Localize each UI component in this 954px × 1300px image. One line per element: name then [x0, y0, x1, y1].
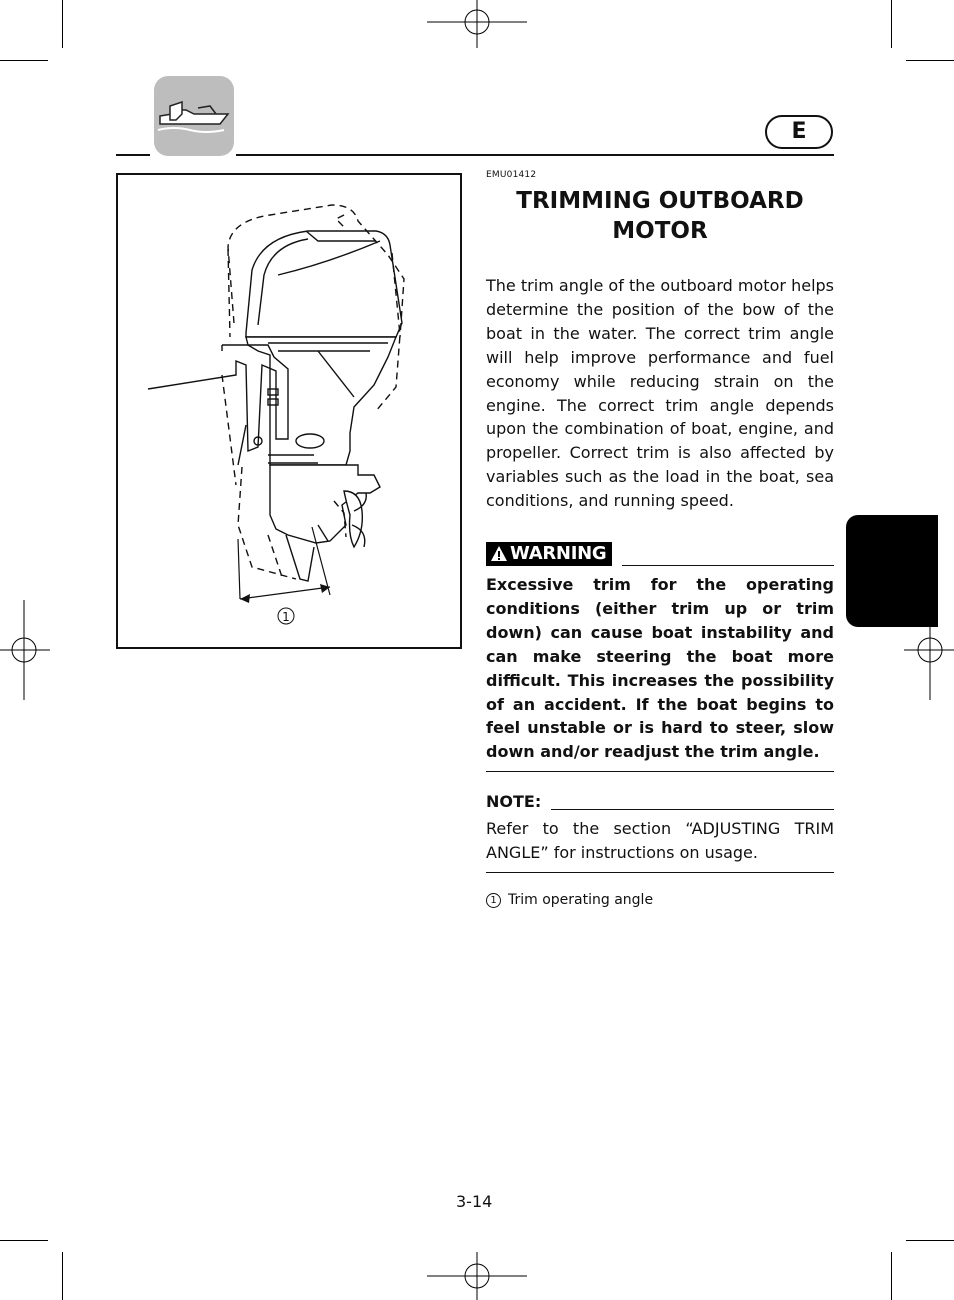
crop-mark: [891, 1252, 892, 1300]
legend-text: Trim operating angle: [508, 892, 654, 908]
registration-mark: [427, 0, 527, 50]
language-badge: E: [765, 115, 833, 149]
section-icon-tab: [154, 76, 234, 156]
registration-mark: [427, 1252, 527, 1300]
legend-number: 1: [486, 893, 501, 908]
outboard-motor-illustration: [118, 175, 460, 647]
crop-mark: [0, 60, 48, 61]
section-title: TRIMMING OUTBOARD MOTOR: [516, 188, 804, 244]
crop-mark: [62, 1252, 63, 1300]
note-label: NOTE:: [486, 792, 542, 811]
chapter-tab: [846, 515, 938, 627]
boat-icon: [154, 76, 234, 156]
crop-mark: [62, 0, 63, 48]
note-text: Refer to the section “ADJUSTING TRIM ANGLE” for instructions on usage.: [486, 819, 834, 862]
warning-label-text: WARNING: [510, 543, 607, 564]
header-rule: [236, 154, 834, 156]
note-rule: [551, 809, 834, 810]
warning-text: Excessive trim for the operating conditions (either trim up or trim down) can cause boat instability and can make steering the boat more difficult. This increases the possibility of an accident. If the boat begins to feel unstable or is hard to steer, slow down and/or readjust the trim angle.: [486, 575, 834, 762]
warning-label: [486, 542, 612, 566]
crop-mark: [906, 60, 954, 61]
doc-code: EMU01412: [486, 170, 537, 180]
crop-mark: [906, 1240, 954, 1241]
header-rule: [116, 154, 150, 156]
page-number: 3-14: [456, 1192, 493, 1211]
note-end-rule: [486, 872, 834, 873]
crop-mark: [0, 1240, 48, 1241]
registration-mark: [0, 600, 50, 700]
body-paragraph: The trim angle of the outboard motor helps determine the position of the bow of the boat in the water. The correct trim angle will help improve performance and fuel economy while reducing strain on the engine. The correct trim angle depends upon the combination of boat, engine, and propeller. Correct trim is also affected by variables such as the load in the boat, sea conditions, and running speed.: [486, 276, 834, 511]
warning-triangle-icon: [490, 545, 508, 563]
figure-legend-item: [486, 890, 653, 910]
crop-mark: [891, 0, 892, 48]
figure-callout-number: 1: [282, 610, 290, 624]
figure-frame: [116, 173, 462, 649]
warning-end-rule: [486, 771, 834, 772]
warning-rule: [622, 565, 834, 566]
